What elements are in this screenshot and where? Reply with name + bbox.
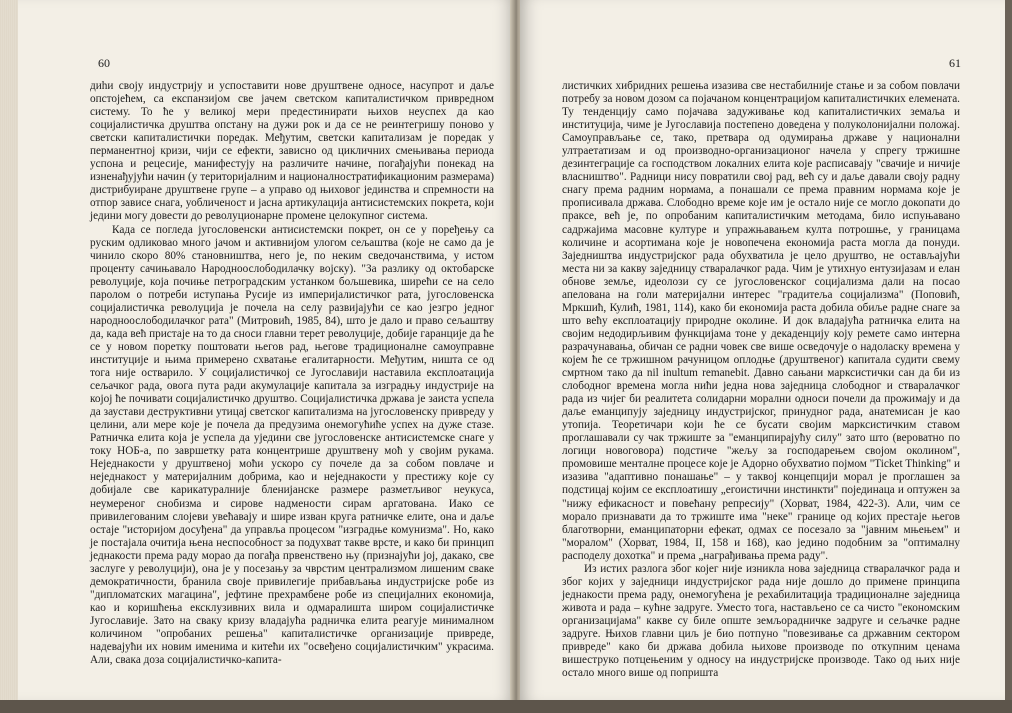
paragraph: диһи своју индустрију и успоставити нове друштвене односе, насупрот и даље опстојећем, са експанзијом све јачем светском капиталистичком привредном систему. То ће у великој мери предестинирати њихов неуспех да као социјалистичка друштва опстану на дужи рок и да се не реинтегришу поново у светски капиталистички поредак. Међутим, светски капитализам је поредак у перманентној кризи, чији се ефекти, зависно од цикличних смењивања периода успона и рецесије, манифестују на различите начине, погађајући понекад на изненађујући начин (у територијалним и националностратификационим размерама) дистрибуиране друштвене групе – а управо од њиховог јединства и спремности на отпор зависе снага, уобличеност и јасна артикулација антисистемских покрета, који једини могу довести до револуционарне промене целокупног система. bbox=[90, 80, 494, 223]
right-page-text bbox=[562, 80, 960, 680]
page-number-right: 61 bbox=[949, 56, 961, 70]
paragraph: листичких хибридних решења изазива све нестабилније стање и за собом повлачи потребу за новом дозом са појачаном концентрацијом капиталистичких елемената. Ту тенденцију само појачава задуживање код капиталистичких земаља и институција, чиме је Југославија постепено доведена у полуколонијални положај. Самоуправљање се, тако, претвара од одумирања државе у национални ултраетатизам и од производно-организационог начела у спрегу тржишне дезинтеграције са господством локалних елита које расписавају "свачије и ничије власништво". Радници нису повратили свој рад, већ су и даље давали своју радну снагу према радним нормама, а понашали се према правним нормама које је прописивала држава. Слободно време које им је остало није се могло докопати до праксе, већ је, по опробаним капиталистичким методама, било испуњавано садржајима масовне културе и упражњавањем култа потрошње, у границама количине и асортимана које је новопечена економија раста могла да понуди. Заједништва индустријског рада обухватила је цело друштво, не остављајући места ни за какву заједницу стваралачког рада. Чим је утихнуо ентузијазам и елан обнове земље, идеолози су се југословенског социјализма дали на посао апелована на голи материјални интерес "градитеља социјализма" (Поповић, Мркшић, Кулић, 1981, 114), како би економија раста добила обиље радне снаге за што већу експлоатацију природне околине. И док владајућа ратничка елита на својим недодирљивим функцијама тоне у декаденцију коју ремете само интерна разрачунавања, обичан се радни човек све више осведочује о надоласку времена у којем ће се тржишном рачуницом оплодње (друштвеног) капитала судити свему смртном тако да nil inultum remanebit. Давно сањани марксистички сан да би из слободног времена могла нићи једна нова заједница слободног и стваралачког рада из чијег би реалитета солидарни морални односи почели да прожимају и да даље еманципују заједницу индустријског, принудног рада, анатемисан је као утопија. Теоретичари који ће се бусати својим марксистичким ставом проглашавали су чак тржиште за "еманципирајућу силу" зато што (вероватно по логици новоговора) подстиче "жељу за господарењем својом околином", промовише менталне процесе које је Адорно обухватио појмом "Ticket Thinking" и изазива "адаптивно понашање" – у таквој концепцији морал је проглашен за подстицај којим се експлоатишу „егоистични инстинкти" појединаца и оптужен за "нижу ефикасност и повећану репресију" (Хорват, 1984, 422-3). Али, чим се морало признавати да то тржиште има "неке" границе од којих престаје његов благотворни, еманципаторни ефекат, одмах се посезало за "јавним мњењем" и "моралом" (Хорват, 1984, II, 158 и 168), као једино подобним за "оптималну расподелу дохотка" и према „награђивања према раду". bbox=[562, 80, 960, 562]
paragraph: Из истих разлога због којег није изникла нова заједница стваралачког рада и због којих у заједници индустријског рада није дошло до примене принципа једнакости према раду, онемогућена је рехабилитација традиционалне заједница живота и рада – кућне задруге. Уместо тога, настављено се са чисто "економским организацијама" какве су биле опште земљорадничке задруге и сељачке радне задруге. Њихов главни циљ је био потпуно "повезивање са државним сектором привреде" како би држава добила њихове производе по откупним ценама вишеструко потцењеним у односу на индустријске производе. Тако од њих није остало много више од попришта bbox=[562, 562, 960, 680]
paragraph: Када се погледа југословенски антисистемски покрет, он се у поређењу са руским одликовао много јачом и активнијом улогом сељаштва (које не само да је чинило скоро 80% становништва, него је, по неким сведочанствима, у истом проценту сачињавало Народноослободилачку војску). "За разлику од октобарске револуције, која почиње петроградским устанком бољшевика, ширећи се на село паролом о потреби иступања Русије из империјалистичког рата, југословенска социјалистичка револуција је почела на селу развијајући се као језгро једног народноослободилачког рата" (Митровић, 1985, 84), што је дало и право сељаштву да, када већ пристаје на то да сноси главни терет револуције, добије гаранције да ће се у новом поретку поштовати његов рад, његове традиционалне самоуправне институције и њима примерено схватање егалитарности. Међутим, ништа се од тога није остварило. У социјалистичкој се Југославији наставила експлоатација сељачког рада, овога пута ради акумулације капитала за изградњу индустрије на којој ће почивати социјалистичко друштво. Социјалистичка држава је заиста успела да заустави деструктивни утицај светског капитализма на југословенску привреду у целини, али мере које је почела да предузима онемогућиће успех на дуже стазе. Ратничка елита која је успела да уједини све југословенске антисистемске снаге у току НОБ-а, по завршетку рата концентрише друштвену моћ у својим рукама. Неједнакости у друштвеној моћи ускоро су почеле да за собом повлаче и неједнакост у материјалним добрима, као и неједнакости у престижу које су добијале све карикатуралније бленијанске размере разметљивог неукуса, неумереног снобизма и сирове надмености сирам аргатована. Иако се привилегованим слојеви увећавају и шире изван круга ратничке елите, она и даље остаје "историјом досуђена" да управља процесом "изградње комунизма". Но, како је постајала очитија њена неспособност за подухват такве врсте, и како би принцип једнакости према раду морао да погађа првенствено њу (признајући јој, дакако, све заслуге у револуцији), она је у посезању за чврстим централизмом лишеним сваке демократичности, бранила своје привилегије прибављања индустријске робе из "дипломатских магацина", јефтине прехрамбене робе из специјалних економија, као и коришћења ексклузивних вила и одмаралишта широм социјалистичке Југославије. Зато на сваку кризу владајућа радничка елита реагује минималном количином "опробаних решења" капиталистичке организације привреде, надевајући их новим именима и китећи их "освеђено социјалистичким" украсима. Али, свака доза социјалистичко-капита- bbox=[90, 223, 494, 667]
page-number-left: 60 bbox=[98, 56, 110, 70]
left-page bbox=[18, 0, 514, 700]
right-page bbox=[520, 0, 1005, 700]
left-page-text bbox=[90, 80, 494, 667]
desk-surface bbox=[0, 700, 1012, 713]
page-edges bbox=[0, 0, 18, 713]
